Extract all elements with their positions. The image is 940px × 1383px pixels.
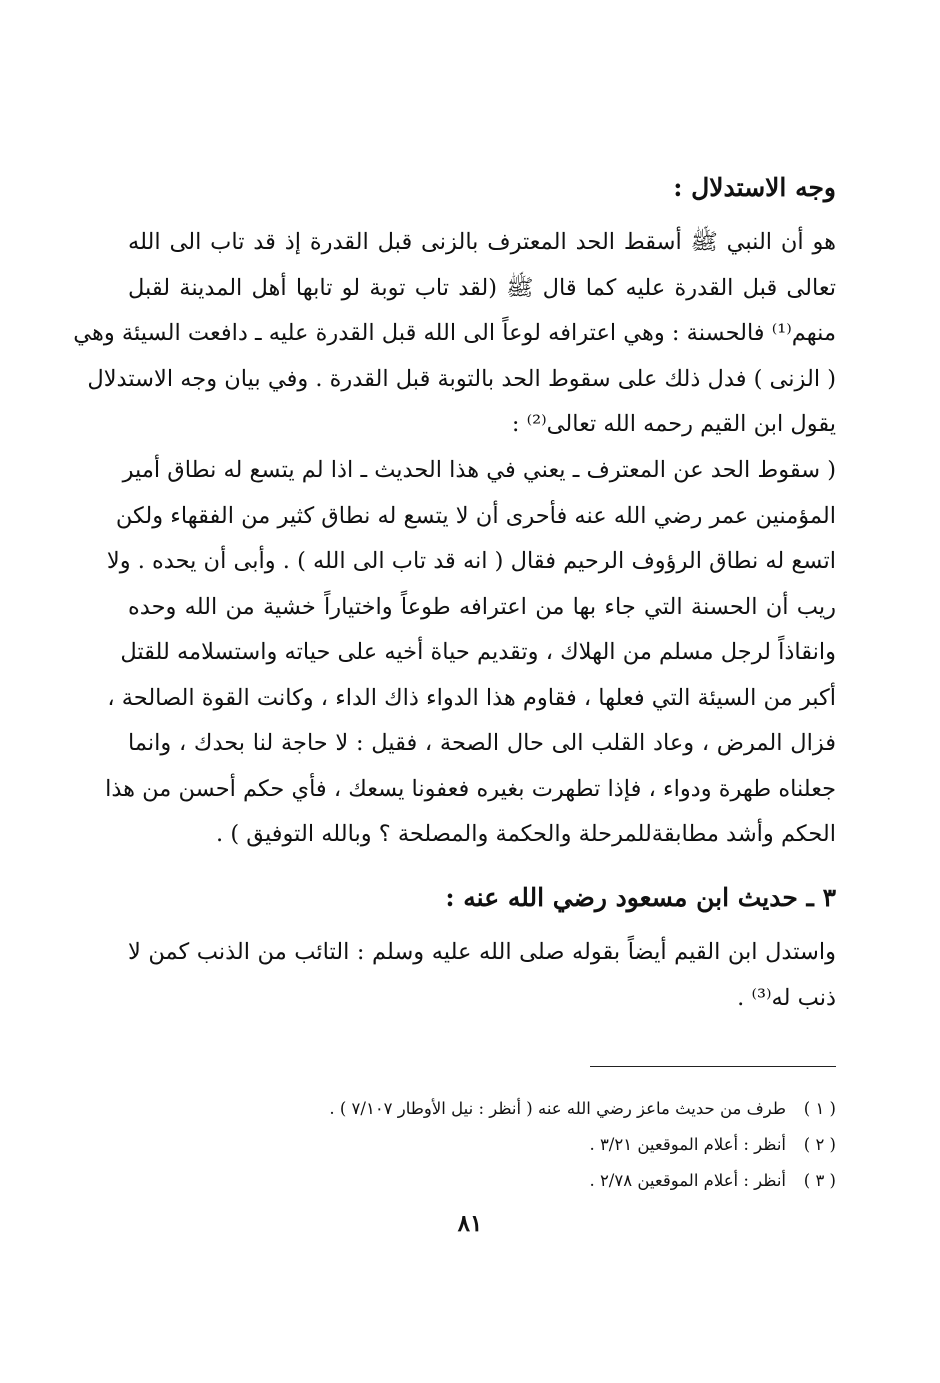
text-line: المؤمنين عمر رضي الله عنه فأحرى أن لا يتسع له نطاق كثير من الفقهاء ولكن: [115, 502, 836, 529]
paragraph-explanation: [73, 220, 836, 448]
footnote-number: ( ٣ ): [803, 1171, 836, 1190]
text-line: ريب أن الحسنة التي جاء بها من اعترافه طوعاً واختياراً خشية من الله وحده: [128, 593, 836, 620]
footnote-item: [128, 1091, 836, 1127]
footnote-text: طرف من حديث ماعز رضي الله عنه ( أنظر : نيل الأوطار ٧/١٠٧ ) .: [329, 1099, 786, 1118]
section-heading-istidlal: وجه الاستدلال :: [673, 173, 836, 202]
text-line: ذنب له⁽³⁾ .: [737, 984, 836, 1011]
footnote-divider: [590, 1066, 836, 1067]
text-line: يقول ابن القيم رحمه الله تعالى⁽²⁾ :: [511, 411, 836, 437]
text-line: الحكم وأشد مطابقةللمرحلة والحكمة والمصلحة ؟ وبالله التوفيق ) .: [216, 821, 836, 847]
text-line: منهم⁽¹⁾ فالحسنة : وهي اعترافه لوعاً الى الله قبل القدرة عليه ـ دافعت السيئة وهي: [73, 320, 836, 346]
footnote-text: أنظر : أعلام الموقعين ٢/٧٨ .: [589, 1171, 786, 1190]
text-line: ( سقوط الحد عن المعترف ـ يعني في هذا الحديث ـ اذا لم يتسع له نطاق أمير: [122, 457, 836, 483]
text-line: تعالى قبل القدرة عليه كما قال ﷺ (لقد تاب توبة لو تابها أهل المدينة لقبل: [128, 274, 836, 301]
footnote-item: [128, 1163, 836, 1199]
footnote-number: ( ١ ): [803, 1099, 836, 1118]
paragraph-ibn-qayyim-quote: [105, 448, 836, 858]
text-line: جعلناه طهرة ودواء ، فإذا تطهرت بغيره فعفونا يسعك ، فأي حكم أحسن من هذا: [105, 775, 836, 802]
text-line: وانقاذاً لرجل مسلم من الهلاك ، وتقديم حياة أخيه على حياته واستسلامه للقتل: [120, 639, 836, 665]
text-line: هو أن النبي ﷺ أسقط الحد المعترف بالزنى قبل القدرة إذ قد تاب الى الله: [128, 229, 836, 255]
footnote-item: [128, 1127, 836, 1163]
page-number: ٨١: [457, 1210, 483, 1237]
section-heading-ibn-masud: ٣ ـ حديث ابن مسعود رضي الله عنه :: [445, 883, 836, 912]
text-line: فزال المرض ، وعاد القلب الى حال الصحة ، فقيل : لا حاجة لنا بحدك ، وانما: [128, 730, 836, 756]
footnotes: [128, 1091, 836, 1199]
text-line: ( الزنى ) فدل ذلك على سقوط الحد بالتوبة قبل القدرة . وفي بيان وجه الاستدلال: [87, 365, 836, 392]
footnote-number: ( ٢ ): [803, 1135, 836, 1154]
text-line: واستدل ابن القيم أيضاً بقوله صلى الله عليه وسلم : التائب من الذنب كمن لا: [128, 939, 836, 965]
text-line: اتسع له نطاق الرؤوف الرحيم فقال ( انه قد تاب الى الله ) . وأبى أن يحده . ولا: [106, 548, 836, 574]
footnote-text: أنظر : أعلام الموقعين ٣/٢١ .: [589, 1135, 786, 1154]
text-line: أكبر من السيئة التي فعلها ، فقاوم هذا الدواء ذاك الداء ، وكانت القوة الصالحة ،: [107, 684, 836, 711]
paragraph-ibn-masud: [128, 930, 836, 1021]
